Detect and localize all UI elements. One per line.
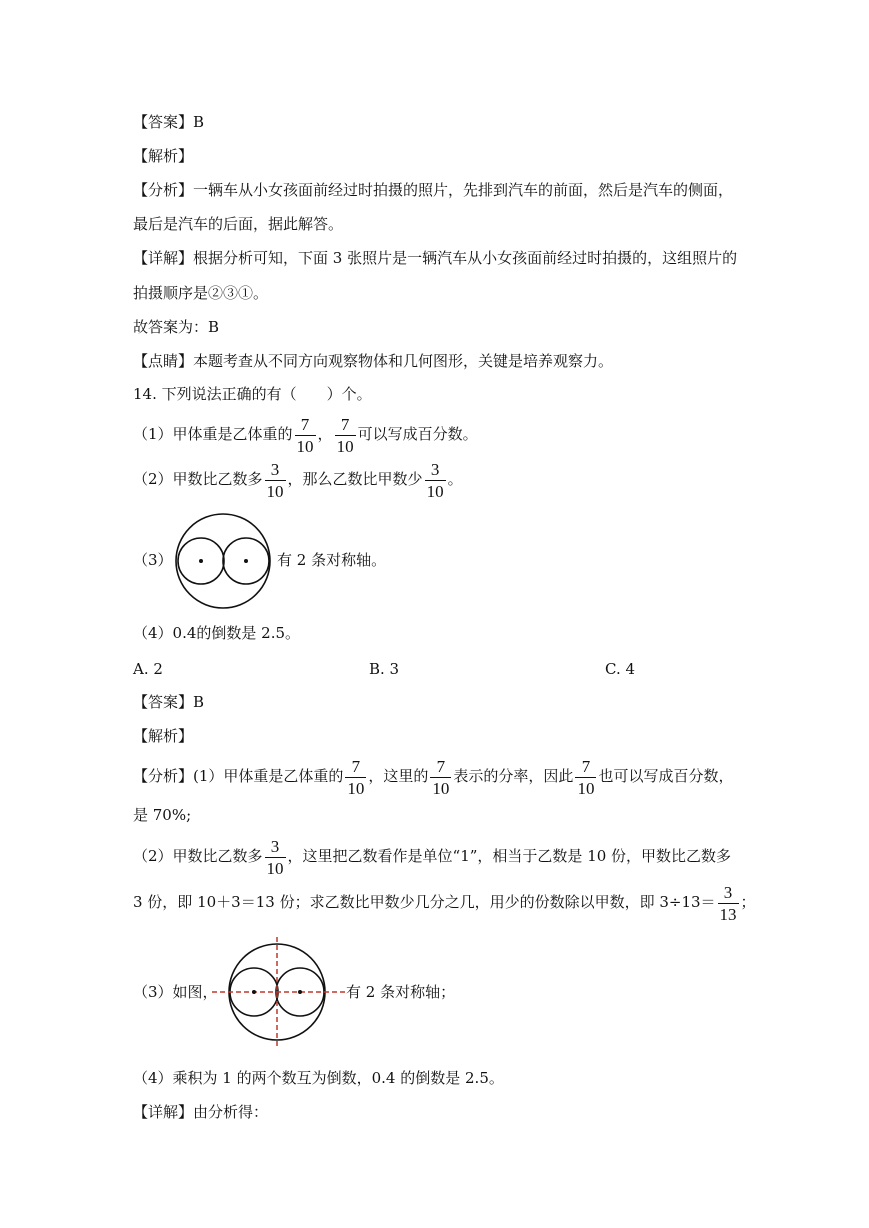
analysis-1-line-2: 是 70%; bbox=[133, 806, 192, 824]
option-a[interactable]: A. 2 bbox=[133, 660, 163, 678]
statement-1: （1）甲体重是乙体重的 $\frac{7}{10}$ ， $\frac{7}{10}$ 可以写成百分数。 bbox=[133, 414, 478, 456]
option-c[interactable]: C. 4 bbox=[605, 660, 636, 678]
detail-line-2: 拍摄顺序是②③①。 bbox=[133, 284, 269, 302]
analysis-1-line-1: 【分析】(1）甲体重是乙体重的 $\frac{7}{10}$ ，这里的 $\frac{7}{10}$ 表示的分率，因此 $\frac{7}{10}$ 也可以写成百分数， bbox=[133, 756, 734, 798]
symmetry-figure bbox=[210, 937, 350, 1047]
analysis-line-1: 【分析】一辆车从小女孩面前经过时拍摄的照片，先排到汽车的前面，然后是汽车的侧面， bbox=[133, 181, 734, 199]
statement-3-prefix: （3） bbox=[133, 551, 173, 569]
statement-4: （4）0.4的倒数是 2.5。 bbox=[133, 624, 301, 642]
conclusion-line: 故答案为：B bbox=[133, 318, 220, 336]
fraction-3-10: $\frac{3}{10}$ bbox=[426, 459, 444, 501]
fraction-7-10: $\frac{7}{10}$ bbox=[296, 414, 314, 456]
fraction-3-10: $\frac{3}{10}$ bbox=[266, 836, 284, 878]
answer-line-2: 【答案】B bbox=[133, 693, 205, 711]
option-b[interactable]: B. 3 bbox=[369, 660, 400, 678]
fraction-7-10: $\frac{7}{10}$ bbox=[347, 756, 365, 798]
detail-line-1: 【详解】根据分析可知，下面 3 张照片是一辆汽车从小女孩面前经过时拍摄的，这组照片的 bbox=[133, 249, 738, 267]
circle-figure bbox=[174, 512, 272, 610]
analysis-header: 【解析】 bbox=[133, 147, 194, 165]
statement-2: （2）甲数比乙数多 $\frac{3}{10}$ ，那么乙数比甲数少 $\frac{3}{10}$ 。 bbox=[133, 459, 463, 501]
analysis-3-prefix: （3）如图， bbox=[133, 983, 218, 1001]
question-14-stem: 14. 下列说法正确的有（ ）个。 bbox=[133, 385, 372, 403]
fraction-3-13: $\frac{3}{13}$ bbox=[719, 882, 737, 924]
fraction-7-10: $\frac{7}{10}$ bbox=[432, 756, 450, 798]
analysis-2-line-2: 3 份，即 10＋3＝13 份；求乙数比甲数少几分之几，用少的份数除以甲数，即 3÷13＝ $\frac{3}{13}$ ； bbox=[133, 882, 756, 924]
analysis-3-text: 有 2 条对称轴； bbox=[346, 983, 456, 1001]
options-row bbox=[133, 659, 693, 679]
analysis-header-2: 【解析】 bbox=[133, 727, 194, 745]
analysis-2-line-1: （2）甲数比乙数多 $\frac{3}{10}$ ，这里把乙数看作是单位“1”，相当于乙数是 10 份，甲数比乙数多 bbox=[133, 836, 732, 878]
key-point-line: 【点睛】本题考查从不同方向观察物体和几何图形，关键是培养观察力。 bbox=[133, 352, 614, 370]
statement-3-text: 有 2 条对称轴。 bbox=[277, 551, 387, 569]
fraction-7-10: $\frac{7}{10}$ bbox=[336, 414, 354, 456]
analysis-line-2: 最后是汽车的后面，据此解答。 bbox=[133, 215, 344, 233]
fraction-7-10: $\frac{7}{10}$ bbox=[577, 756, 595, 798]
analysis-4: （4）乘积为 1 的两个数互为倒数，0.4 的倒数是 2.5。 bbox=[133, 1069, 504, 1087]
detail-header: 【详解】由分析得： bbox=[133, 1103, 269, 1121]
fraction-3-10: $\frac{3}{10}$ bbox=[266, 459, 284, 501]
answer-line: 【答案】B bbox=[133, 113, 205, 131]
